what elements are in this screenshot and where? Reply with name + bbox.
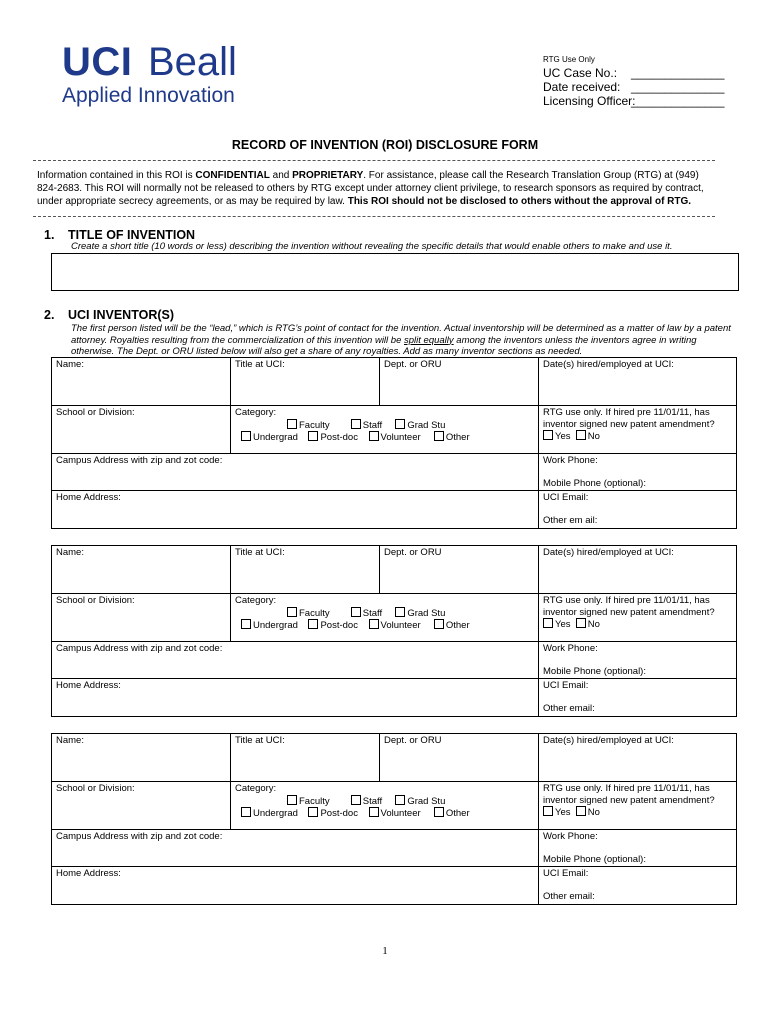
date-received-line [543, 80, 725, 94]
home-address-field[interactable]: Home Address: [52, 491, 539, 529]
faculty-checkbox[interactable] [287, 795, 297, 805]
staff-checkbox[interactable] [351, 419, 361, 429]
school-field[interactable]: School or Division: [52, 782, 231, 830]
home-address-field[interactable]: Home Address: [52, 867, 539, 905]
staff-checkbox[interactable] [351, 795, 361, 805]
date-received-label: Date received: [543, 80, 621, 94]
undergrad-checkbox[interactable] [241, 431, 251, 441]
dept-field[interactable]: Dept. or ORU [380, 358, 539, 406]
date-received-blank[interactable]: ______________ [631, 80, 725, 94]
volunteer-checkbox[interactable] [369, 431, 379, 441]
undergrad-checkbox[interactable] [241, 807, 251, 817]
campus-address-field[interactable]: Campus Address with zip and zot code: [52, 642, 539, 679]
inventor-table-3 [51, 733, 737, 905]
no-checkbox[interactable] [576, 618, 586, 628]
logo-beall: Beall [148, 40, 237, 84]
form-title: RECORD OF INVENTION (ROI) DISCLOSURE FORM [231, 138, 539, 152]
name-field[interactable]: Name: [52, 734, 231, 782]
case-no-label: UC Case No.: [543, 66, 618, 80]
section-1-heading: 1. TITLE OF INVENTION [44, 228, 196, 242]
phones-field[interactable]: Work Phone: Mobile Phone (optional): [539, 830, 737, 867]
name-field[interactable]: Name: [52, 358, 231, 406]
campus-address-field[interactable]: Campus Address with zip and zot code: [52, 454, 539, 491]
yes-checkbox[interactable] [543, 806, 553, 816]
emails-field[interactable]: UCI Email: Other em ail: [539, 491, 737, 529]
school-field[interactable]: School or Division: [52, 406, 231, 454]
home-address-field[interactable]: Home Address: [52, 679, 539, 717]
campus-address-field[interactable]: Campus Address with zip and zot code: [52, 830, 539, 867]
staff-checkbox[interactable] [351, 607, 361, 617]
emails-field[interactable]: UCI Email: Other email: [539, 867, 737, 905]
no-checkbox[interactable] [576, 806, 586, 816]
volunteer-checkbox[interactable] [369, 619, 379, 629]
licensing-officer-blank[interactable]: ______________ [631, 94, 725, 108]
inventor-table-2 [51, 545, 737, 717]
dates-field[interactable]: Date(s) hired/employed at UCI: [539, 734, 737, 782]
name-field[interactable]: Name: [52, 546, 231, 594]
phones-field[interactable]: Work Phone: Mobile Phone (optional): [539, 642, 737, 679]
phones-field[interactable]: Work Phone: Mobile Phone (optional): [539, 454, 737, 491]
section-2-description: The first person listed will be the “lead,” which is RTG’s point of contact for the invention. Actual inventorship will be determined as a matter of law by a patent attorney. Royalties resulting from the commercialization of this invention will be split equally among the inventors unless the inventors agree in writing otherwise. The Dept. or ORU listed below will also get a share of any royalties. Add as many inventor sections as needed. [71, 323, 731, 357]
postdoc-checkbox[interactable] [308, 619, 318, 629]
title-field[interactable]: Title at UCI: [231, 734, 380, 782]
logo-uci: UCI [62, 40, 133, 84]
grad-checkbox[interactable] [395, 419, 405, 429]
yes-checkbox[interactable] [543, 430, 553, 440]
title-field[interactable]: Title at UCI: [231, 546, 380, 594]
case-no-blank[interactable]: ______________ [631, 66, 725, 80]
case-no-line [543, 66, 725, 80]
section-1-description: Create a short title (10 words or less) describing the invention without revealing the specific details that would enable others to make and use it. [71, 241, 673, 252]
no-checkbox[interactable] [576, 430, 586, 440]
category-field: Category: Faculty Staff Grad Stu Undergrad Post-doc Volunteer Other [231, 406, 539, 454]
licensing-officer-label: Licensing Officer: [543, 94, 636, 108]
page-number: 1 [382, 945, 388, 957]
category-field: Category: Faculty Staff Grad Stu Undergrad Post-doc Volunteer Other [231, 594, 539, 642]
other-checkbox[interactable] [434, 431, 444, 441]
rtg-amendment-field: RTG use only. If hired pre 11/01/11, has inventor signed new patent amendment? Yes No [539, 406, 737, 454]
dates-field[interactable]: Date(s) hired/employed at UCI: [539, 546, 737, 594]
rtg-amendment-field: RTG use only. If hired pre 11/01/11, has inventor signed new patent amendment? Yes No [539, 782, 737, 830]
logo-subtitle: Applied Innovation [62, 84, 235, 107]
rtg-amendment-field: RTG use only. If hired pre 11/01/11, has inventor signed new patent amendment? Yes No [539, 594, 737, 642]
rtg-use-only-label: RTG Use Only [543, 55, 595, 64]
dates-field[interactable]: Date(s) hired/employed at UCI: [539, 358, 737, 406]
confidentiality-notice: Information contained in this ROI is CONFIDENTIAL and PROPRIETARY. For assistance, please call the Research Translation Group (RTG) at (949) 824-2683. This ROI will normally not be released to others by RTG except under attorney client privilege, to research sponsors as required by contract, under appropriate secrecy agreements, or as may be required by law. This ROI should not be disclosed to others without the approval of RTG. [37, 170, 704, 207]
school-field[interactable]: School or Division: [52, 594, 231, 642]
dept-field[interactable]: Dept. or ORU [380, 734, 539, 782]
faculty-checkbox[interactable] [287, 607, 297, 617]
divider [33, 216, 715, 217]
title-field[interactable]: Title at UCI: [231, 358, 380, 406]
section-2-heading: 2. UCI INVENTOR(S) [44, 308, 175, 322]
other-checkbox[interactable] [434, 807, 444, 817]
postdoc-checkbox[interactable] [308, 431, 318, 441]
other-checkbox[interactable] [434, 619, 444, 629]
licensing-officer-line [543, 94, 725, 108]
inventor-table-1 [51, 357, 737, 529]
grad-checkbox[interactable] [395, 607, 405, 617]
postdoc-checkbox[interactable] [308, 807, 318, 817]
dept-field[interactable]: Dept. or ORU [380, 546, 539, 594]
invention-title-input[interactable] [51, 253, 739, 291]
category-field: Category: Faculty Staff Grad Stu Undergrad Post-doc Volunteer Other [231, 782, 539, 830]
emails-field[interactable]: UCI Email: Other email: [539, 679, 737, 717]
volunteer-checkbox[interactable] [369, 807, 379, 817]
undergrad-checkbox[interactable] [241, 619, 251, 629]
grad-checkbox[interactable] [395, 795, 405, 805]
divider [33, 160, 715, 161]
faculty-checkbox[interactable] [287, 419, 297, 429]
yes-checkbox[interactable] [543, 618, 553, 628]
